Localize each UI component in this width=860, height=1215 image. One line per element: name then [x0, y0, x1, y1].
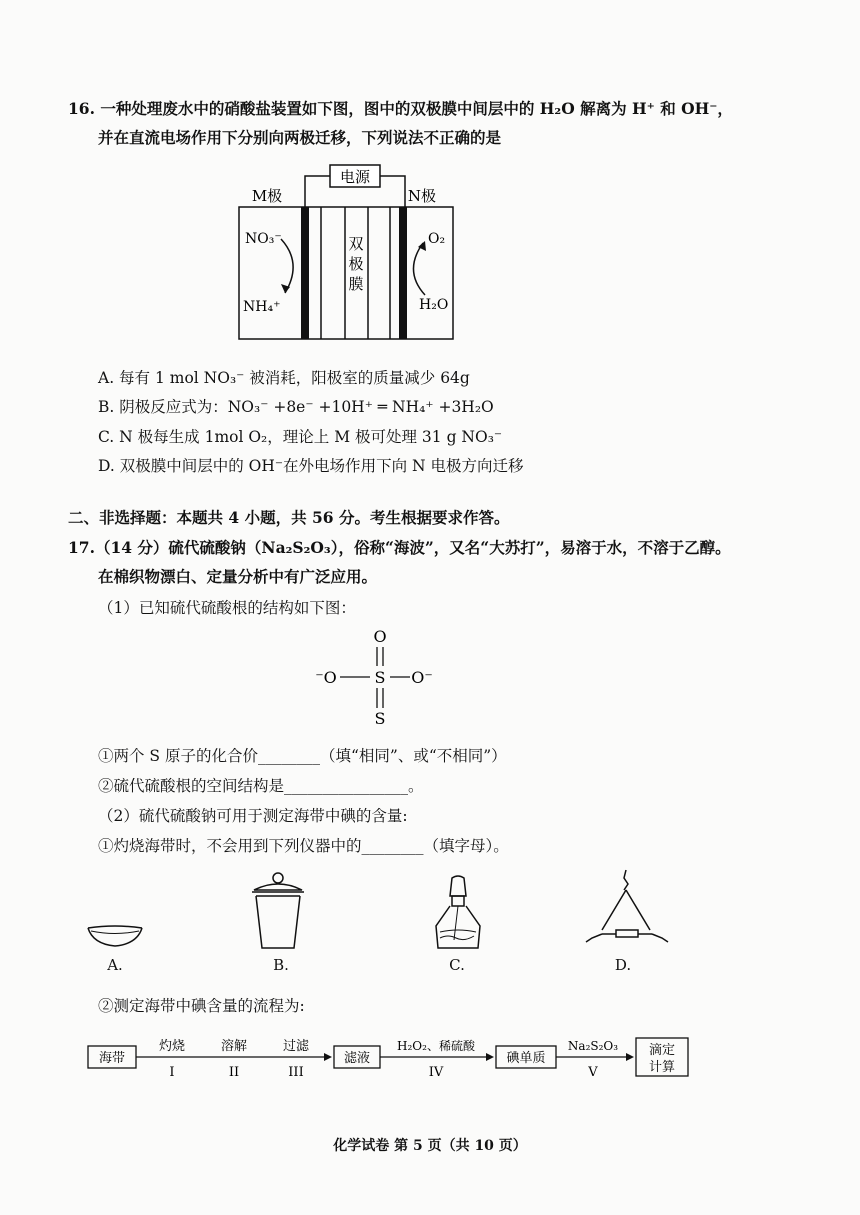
- nitrate-label: NO₃⁻: [245, 231, 282, 247]
- evaporating-dish-icon: [85, 922, 145, 952]
- electrolysis-diagram: [235, 163, 465, 338]
- membrane-label-3: 膜: [348, 275, 364, 293]
- flow-step1: 灼烧: [158, 1039, 186, 1054]
- flow-box4-line2: 计算: [648, 1060, 676, 1075]
- q17-line2: 在棉织物漂白、定量分析中有广泛应用。: [98, 567, 378, 586]
- q16-line1: 16. 一种处理废水中的硝酸盐装置如下图，图中的双极膜中间层中的 H₂O 解离为 H⁺ 和 OH⁻，: [68, 99, 733, 118]
- power-source-label: 电源: [339, 168, 371, 186]
- oxygen-label: O₂: [428, 231, 446, 247]
- flow-step5-num: V: [588, 1065, 598, 1080]
- struct-o-left: ⁻O: [315, 668, 337, 687]
- flow-box2-text: 滤液: [343, 1051, 371, 1066]
- n-electrode: [399, 207, 407, 339]
- section2-heading: 二、非选择题：本题共 4 小题，共 56 分。考生根据要求作答。: [68, 508, 510, 527]
- flow-box3-text: 碘单质: [506, 1051, 546, 1066]
- struct-o-top: O: [373, 627, 387, 646]
- flow-step4: H₂O₂、稀硫酸: [397, 1039, 475, 1053]
- m-electrode: [301, 207, 309, 339]
- flow-step5: Na₂S₂O₃: [567, 1039, 619, 1053]
- membrane-label-2: 极: [348, 255, 364, 273]
- alcohol-lamp-icon: [428, 874, 488, 950]
- struct-s-bottom: S: [374, 709, 386, 728]
- ammonium-label: NH₄⁺: [243, 299, 281, 315]
- apparatus-label-d: D.: [614, 956, 632, 974]
- page-footer: 化学试卷 第 5 页（共 10 页）: [333, 1138, 527, 1154]
- flow-step3-num: III: [288, 1065, 304, 1080]
- q16-option-c: C. N 极每生成 1mol O₂，理论上 M 极可处理 31 g NO₃⁻: [98, 428, 503, 446]
- q16-option-d: D. 双极膜中间层中的 OH⁻在外电场作用下向 N 电极方向迁移: [98, 457, 524, 475]
- m-electrode-label: M极: [251, 187, 283, 205]
- right-arrow: [413, 243, 425, 295]
- q17-sub3: ①灼烧海带时，不会用到下列仪器中的________（填字母）。: [98, 837, 509, 855]
- apparatus-label-a: A.: [107, 956, 123, 974]
- apparatus-label-c: C.: [449, 956, 465, 974]
- q16-option-b: B. 阴极反应式为：NO₃⁻ +8e⁻ +10H⁺ ═ NH₄⁺ +3H₂O: [98, 398, 494, 416]
- flow-step4-num: IV: [428, 1065, 444, 1080]
- flow-box4-line1: 滴定: [648, 1043, 676, 1058]
- q17-sub2: ②硫代硫酸根的空间结构是________________。: [98, 777, 424, 795]
- crucible-icon: [248, 870, 308, 950]
- iodine-flowchart: [86, 1034, 706, 1094]
- water-label: H₂O: [419, 297, 449, 313]
- struct-s-center: S: [374, 668, 386, 687]
- q16-option-a: A. 每有 1 mol NO₃⁻ 被消耗，阳极室的质量减少 64g: [98, 369, 470, 387]
- q17-part1: （1）已知硫代硫酸根的结构如下图：: [98, 599, 356, 617]
- q17-line1: 17.（14 分）硫代硫酸钠（Na₂S₂O₃），俗称“海波”，又名“大苏打”，易溶于水，不溶于乙醇。: [68, 538, 731, 557]
- electrolyzer-cell: [239, 207, 453, 339]
- q17-sub4: ②测定海带中碘含量的流程为:: [98, 997, 305, 1015]
- flow-step2: 溶解: [220, 1039, 248, 1054]
- flow-step2-num: II: [228, 1065, 240, 1080]
- q16-line2: 并在直流电场作用下分别向两极迁移，下列说法不正确的是: [98, 128, 502, 147]
- apparatus-label-b: B.: [273, 956, 289, 974]
- struct-o-right: O⁻: [411, 668, 433, 687]
- q17-sub1: ①两个 S 原子的化合价________（填“相同”、或“不相同”）: [98, 747, 507, 765]
- thiosulfate-structure: [310, 626, 450, 736]
- n-electrode-label: N极: [407, 187, 437, 205]
- flow-step3: 过滤: [282, 1039, 310, 1054]
- membrane-label-1: 双: [348, 235, 364, 253]
- q17-part2: （2）硫代硫酸钠可用于测定海带中碘的含量:: [98, 807, 408, 825]
- clay-triangle-icon: [582, 868, 672, 948]
- flow-box1-text: 海带: [98, 1051, 126, 1066]
- flow-step1-num: I: [169, 1065, 175, 1080]
